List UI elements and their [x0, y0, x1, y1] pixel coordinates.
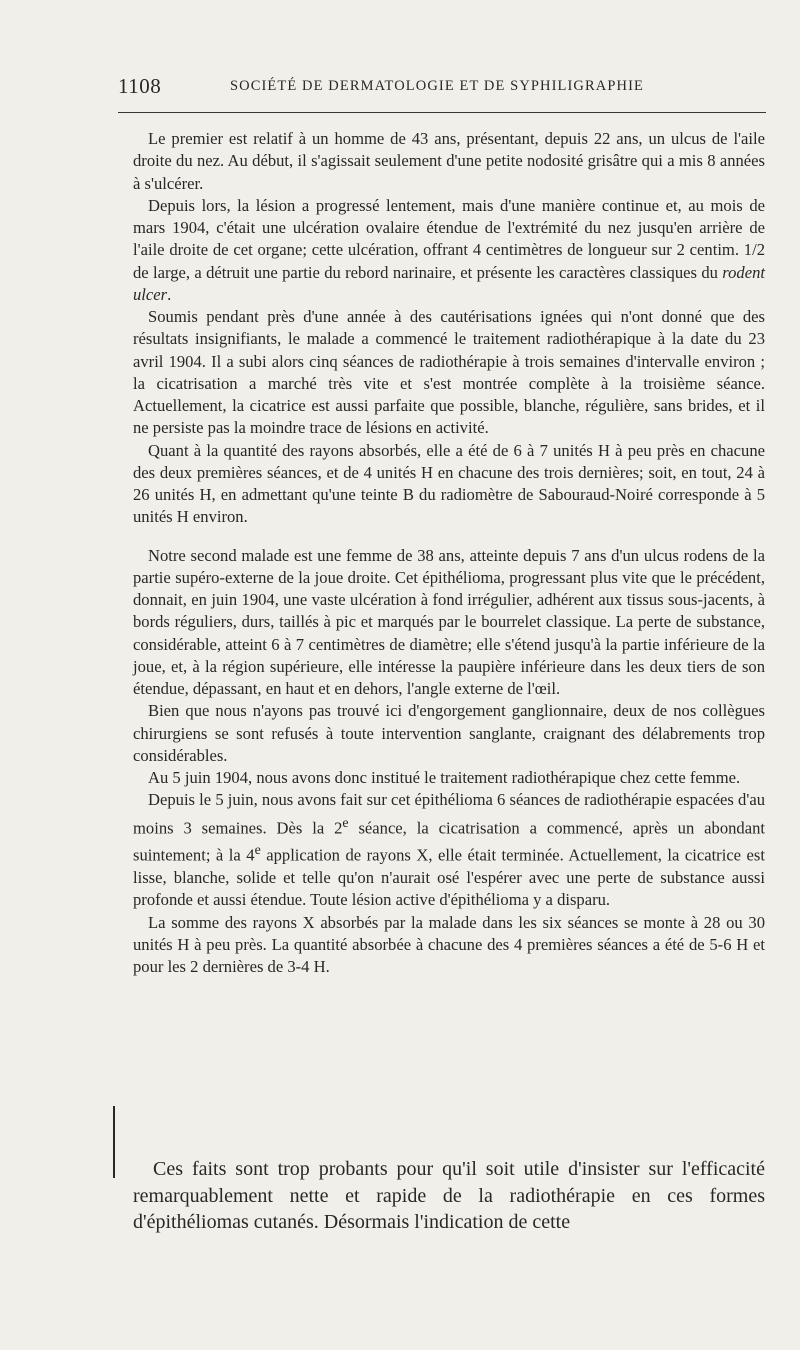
- paragraph-9: La somme des rayons X absorbés par la malade dans les six séances se monte à 28 ou 30 unités H à peu près. La quantité absorbée à chacune des 4 premières séances a été de 5-6 H et pour les 2 dernières de 3-4 H.: [133, 912, 765, 977]
- paragraph-3: Soumis pendant près d'une année à des cautérisations ignées qui n'ont donné que des résultats insignifiants, le malade a commencé le traitement radiothérapique à la date du 23 avril 1904. Il a subi alors cinq séances de radiothérapie à trois semaines d'intervalle environ ; la cicatrisation a marché très vite et s'est montrée complète à la troisième séance. Actuellement, la cicatrice est aussi parfaite que possible, blanche, régulière, sans brides, et il ne persiste pas la moindre trace de lésions en activité.: [133, 307, 765, 438]
- paragraph-4: Quant à la quantité des rayons absorbés, elle a été de 6 à 7 unités H à peu près en chacune des deux premières séances, et de 4 unités H en chacune des trois dernières; soit, en tout, 24 à 26 unités H, en admettant qu'une teinte B du radiomètre de Sabouraud-Noiré corresponde à 5 unités H environ.: [133, 440, 765, 527]
- final-paragraph: Ces faits sont trop probants pour qu'il soit utile d'insister sur l'efficacité remarquablement nette et rapide de la radiothérapie en ces formes d'épithéliomas cutanés. Désormais l'indication de cette: [133, 1158, 765, 1233]
- paragraph-8-text: Depuis le 5 juin, nous avons fait sur cet épithélioma 6 séances de radiothérapie espacées d'au moins 3 semaines. Dès la 2: [133, 790, 765, 838]
- page-header: [118, 74, 766, 104]
- paragraph-6: Bien que nous n'ayons pas trouvé ici d'engorgement ganglionnaire, deux de nos collègues chirurgiens se sont refusés à toute intervention sanglante, craignant des délabrements trop considérables.: [133, 701, 765, 765]
- paragraph-1: Le premier est relatif à un homme de 43 ans, présentant, depuis 22 ans, un ulcus de l'aile droite du nez. Au début, il s'agissait seulement d'une petite nodosité grisâtre qui a mis 8 années à s'ulcérer.: [133, 129, 765, 193]
- paragraph-7: Au 5 juin 1904, nous avons donc institué le traitement radiothérapique chez cette femme.: [148, 768, 741, 787]
- paragraph-8-end: application de rayons X, elle était terminée. Actuellement, la cicatrice est lisse, blanche, solide et telle qu'on n'aurait osé l'espérer avec une perte de substance aussi profonde et aussi étendue. Toute lésion active d'épithélioma y a disparu.: [133, 845, 765, 910]
- page-number: 1108: [118, 74, 162, 98]
- header-rule: [118, 112, 766, 113]
- final-paragraph-block: [133, 1156, 765, 1236]
- paragraph-8-middle: séance, la cicatrisation a commencé, après un abondant suintement; à la 4: [133, 818, 765, 865]
- paragraph-2: [133, 195, 765, 306]
- paragraph-2-end: .: [167, 284, 172, 304]
- margin-bracket: [113, 1106, 115, 1178]
- superscript-1: e: [342, 814, 349, 830]
- paragraph-8: [133, 789, 765, 911]
- superscript-2: e: [254, 842, 261, 858]
- running-title: SOCIÉTÉ DE DERMATOLOGIE ET DE SYPHILIGRAPHIE: [230, 78, 644, 94]
- body-text: [133, 128, 765, 978]
- italic-term: rodent ulcer: [133, 262, 765, 304]
- paragraph-5: Notre second malade est une femme de 38 ans, atteinte depuis 7 ans d'un ulcus rodens de la partie supéro-externe de la joue droite. Cet épithélioma, progressant plus vite que le précédent, donnait, en juin 1904, une vaste ulcération à fond irrégulier, adhérent aux tissus sous-jacents, à bords réguliers, durs, taillés à pic et marqués par le bourrelet classique. La perte de substance, considérable, atteint 6 à 7 centimètres de diamètre; elle s'étend jusqu'à la partie inférieure de la joue, et, à la région supérieure, elle intéresse la paupière inférieure dans les deux tiers de son étendue, dépassant, en haut et en dehors, l'angle externe de l'œil.: [133, 545, 765, 698]
- paragraph-2-text: Depuis lors, la lésion a progressé lentement, mais d'une manière continue et, au mois de mars 1904, c'était une ulcération ovalaire étendue de l'extrémité du nez jusqu'en arrière de l'aile droite de cet organe; cette ulcération, offrant 4 centimètres de longueur sur 2 centim. 1/2 de large, a détruit une partie du rebord narinaire, et présente les caractères classiques du: [133, 195, 765, 282]
